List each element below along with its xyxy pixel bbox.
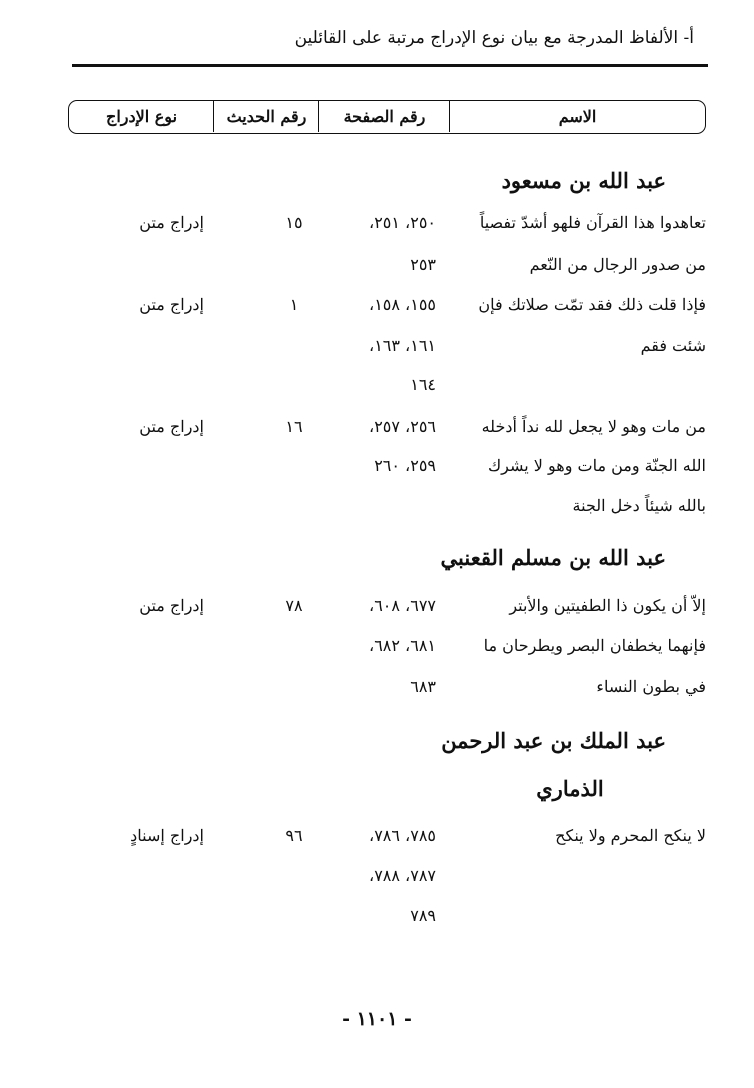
entry-text: في بطون النساء xyxy=(596,677,706,696)
table-row xyxy=(0,906,754,936)
section-title: عبد الله بن مسعود xyxy=(501,168,666,193)
table-header xyxy=(68,100,706,134)
insertion-type: إدراج إسنادٍ xyxy=(130,826,204,845)
entry-text: شئت فقم xyxy=(640,336,706,355)
column-header-hadith: رقم الحديث xyxy=(213,101,319,132)
table-row xyxy=(0,213,754,243)
table-row xyxy=(0,826,754,856)
hadith-number: ١٥ xyxy=(285,213,303,232)
page-numbers: ٢٥٦، ٢٥٧، xyxy=(369,417,436,436)
table-row xyxy=(0,456,754,486)
table-row xyxy=(0,417,754,447)
page-numbers: ٢٥٠، ٢٥١، xyxy=(369,213,436,232)
entry-text: من مات وهو لا يجعل لله نداً أدخله xyxy=(481,417,706,436)
page-numbers: ١٥٥، ١٥٨، xyxy=(369,295,436,314)
entry-text: فإذا قلت ذلك فقد تمّت صلاتك فإن xyxy=(478,295,706,314)
entry-text: من صدور الرجال من النّعم xyxy=(529,255,706,274)
hadith-number: ٩٦ xyxy=(285,826,303,845)
table-row xyxy=(0,866,754,896)
section-title: عبد الملك بن عبد الرحمن xyxy=(441,728,666,753)
insertion-type: إدراج متن xyxy=(139,596,204,615)
table-row xyxy=(0,375,754,405)
header-rule xyxy=(72,64,708,67)
page-numbers: ٦٧٧، ٦٠٨، xyxy=(369,596,436,615)
entry-text: لا ينكح المحرم ولا ينكح xyxy=(555,826,706,845)
column-header-type: نوع الإدراج xyxy=(105,107,178,126)
entry-text: بالله شيئاً دخل الجنة xyxy=(572,496,706,515)
table-row xyxy=(0,596,754,626)
entry-text: إلاّ أن يكون ذا الطفيتين والأبتر xyxy=(509,596,706,615)
column-header-name: الاسم xyxy=(449,101,705,132)
entry-text: تعاهدوا هذا القرآن فلهو أشدّ تفصياً xyxy=(479,213,706,232)
insertion-type: إدراج متن xyxy=(139,213,204,232)
hadith-number: ١ xyxy=(289,295,299,314)
page-numbers: ٧٨٩ xyxy=(410,906,436,925)
column-header-page: رقم الصفحة xyxy=(318,101,450,132)
entry-text: الله الجنّة ومن مات وهو لا يشرك xyxy=(487,456,706,475)
section-title: عبد الله بن مسلم القعنبي xyxy=(440,545,666,570)
page-numbers: ٢٥٩، ٢٦٠ xyxy=(374,456,436,475)
page-numbers: ٦٨٣ xyxy=(410,677,436,696)
table-row xyxy=(0,677,754,707)
hadith-number: ٧٨ xyxy=(285,596,303,615)
page-numbers: ٧٨٥، ٧٨٦، xyxy=(369,826,436,845)
table-row xyxy=(0,336,754,366)
page-numbers: ١٦١، ١٦٣، xyxy=(369,336,436,355)
entry-text: فإنهما يخطفان البصر ويطرحان ما xyxy=(483,636,706,655)
table-row xyxy=(0,636,754,666)
table-row xyxy=(0,496,754,526)
hadith-number: ١٦ xyxy=(285,417,303,436)
table-row xyxy=(0,295,754,325)
page-number: - ١١٠١ - xyxy=(342,1008,412,1030)
page-numbers: ٦٨١، ٦٨٢، xyxy=(369,636,436,655)
insertion-type: إدراج متن xyxy=(139,417,204,436)
page-numbers: ٧٨٧، ٧٨٨، xyxy=(369,866,436,885)
page-numbers: ٢٥٣ xyxy=(410,255,436,274)
section-title-line2: الذماري xyxy=(536,776,604,801)
insertion-type: إدراج متن xyxy=(139,295,204,314)
table-row xyxy=(0,255,754,285)
running-header: أ- الألفاظ المدرجة مع بيان نوع الإدراج مرتبة على القائلين xyxy=(294,28,694,48)
page-numbers: ١٦٤ xyxy=(410,375,436,394)
